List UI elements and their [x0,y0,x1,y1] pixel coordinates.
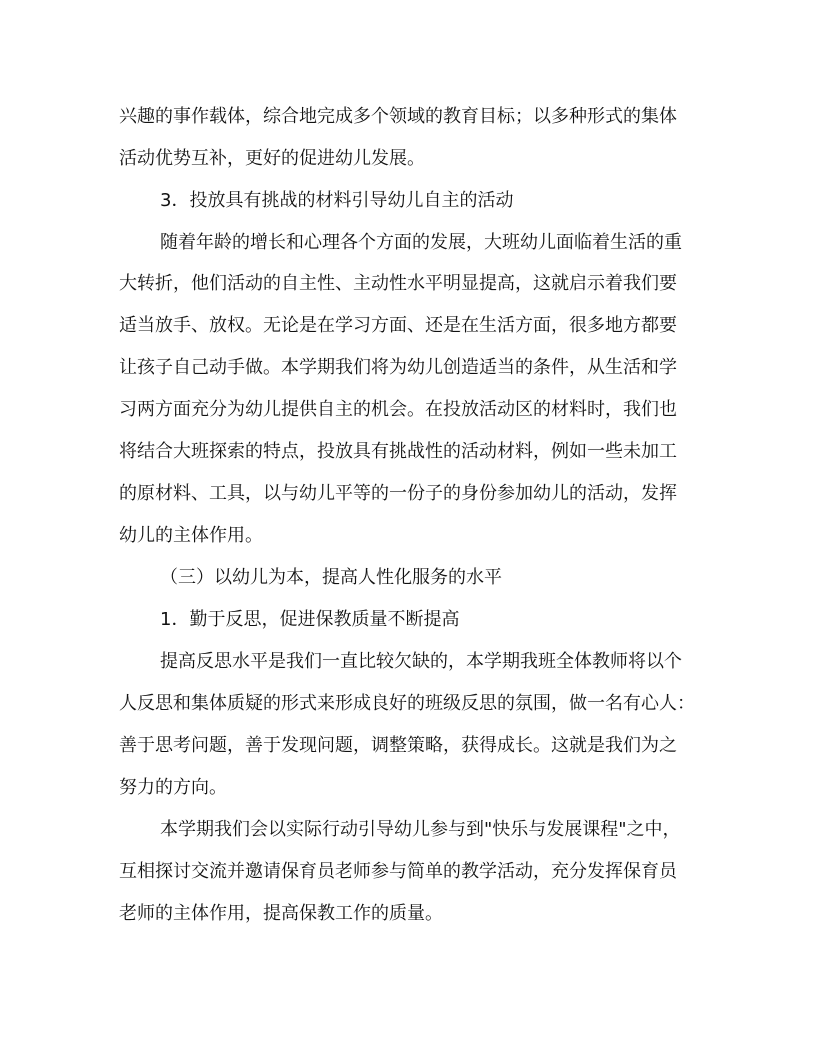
text-line: 习两方面充分为幼儿提供自主的机会。在投放活动区的材料时，我们也 [119,399,677,420]
text-line: 活动优势互补，更好的促进幼儿发展。 [119,148,425,169]
text-line: 兴趣的事作载体，综合地完成多个领域的教育目标；以多种形式的集体 [119,106,677,127]
text-line: 适当放手、放权。无论是在学习方面、还是在生活方面，很多地方都要 [119,315,677,336]
subsection-heading: 1．勤于反思，促进保教质量不断提高 [160,609,460,630]
text-line: 本学期我们会以实际行动引导幼儿参与到"快乐与发展课程"之中， [160,819,681,840]
text-line: 大转折，他们活动的自主性、主动性水平明显提高，这就启示着我们要 [119,273,677,294]
text-line: 的原材料、工具，以与幼儿平等的一份子的身份参加幼儿的活动，发挥 [119,483,677,504]
section-heading: 3．投放具有挑战的材料引导幼儿自主的活动 [160,190,514,211]
text-line: 幼儿的主体作用。 [119,525,263,546]
text-line: 提高反思水平是我们一直比较欠缺的，本学期我班全体教师将以个 [160,651,682,672]
text-line: 老师的主体作用，提高保教工作的质量。 [119,903,443,924]
text-line: 互相探讨交流并邀请保育员老师参与简单的教学活动，充分发挥保育员 [119,861,677,882]
text-line: 努力的方向。 [119,777,227,798]
text-line: 将结合大班探索的特点，投放具有挑战性的活动材料，例如一些未加工 [119,441,677,462]
text-line: 随着年龄的增长和心理各个方面的发展，大班幼儿面临着生活的重 [160,232,682,253]
text-line: 让孩子自己动手做。本学期我们将为幼儿创造适当的条件，从生活和学 [119,357,677,378]
text-line: 人反思和集体质疑的形式来形成良好的班级反思的氛围，做一名有心人： [119,693,695,714]
section-heading: （三）以幼儿为本，提高人性化服务的水平 [160,567,502,588]
text-line: 善于思考问题，善于发现问题，调整策略，获得成长。这就是我们为之 [119,735,677,756]
